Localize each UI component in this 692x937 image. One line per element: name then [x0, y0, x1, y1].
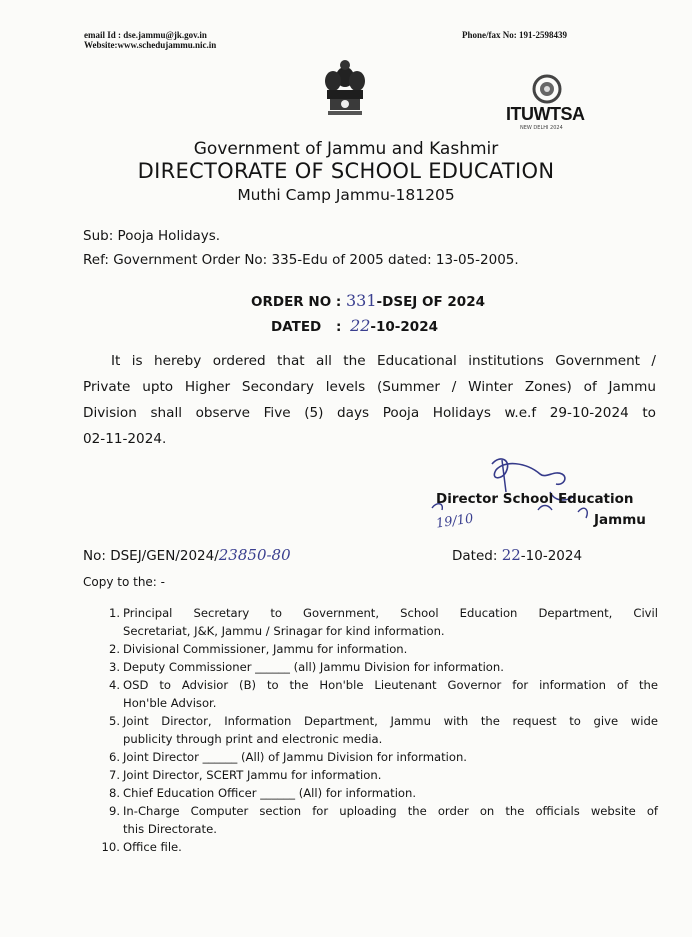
government-title: Government of Jammu and Kashmir — [193, 139, 499, 159]
list-item-text: Joint Director, Information Department, Jammu with the request to give wide — [123, 714, 658, 728]
email-text: email Id : dse.jammu@jk.gov.in — [84, 30, 207, 40]
endorsement-prefix: No: DSEJ/GEN/2024/ — [83, 548, 219, 564]
ituwtsa-logo-text: ITUWTSA — [506, 104, 585, 124]
reference-line: Ref: Government Order No: 335-Edu of 2005 dated: 13-05-2005. — [83, 252, 519, 268]
list-item-text: this Directorate. — [123, 822, 217, 836]
list-item-number: 9. — [108, 804, 120, 818]
order-number-handwritten: 331 — [345, 291, 377, 310]
order-date-rest: -10-2024 — [370, 319, 438, 335]
order-body-line: Division shall observe Five (5) days Pooja Holidays w.e.f 29-10-2024 to — [83, 405, 656, 421]
list-item-number: 1. — [108, 606, 120, 620]
order-body — [83, 348, 656, 452]
order-dated-colon: : — [335, 319, 342, 335]
list-item-number: 2. — [108, 642, 120, 656]
ituwtsa-logo-icon — [532, 72, 562, 106]
list-item-number: 10. — [101, 840, 120, 854]
order-prefix: ORDER NO : — [251, 294, 342, 310]
endorsement-dated — [452, 546, 582, 564]
list-item-text: Joint Director ______ (All) of Jammu Division for information. — [123, 750, 467, 764]
list-item-number: 3. — [108, 660, 120, 674]
list-item-number: 5. — [108, 714, 120, 728]
order-dated-label: DATED — [271, 319, 322, 335]
list-item-text: Office file. — [123, 840, 182, 854]
endorsement-number-handwritten: 23850-80 — [218, 546, 291, 564]
subject-line: Sub: Pooja Holidays. — [83, 228, 221, 244]
order-suffix: -DSEJ OF 2024 — [376, 294, 485, 310]
state-emblem-icon — [318, 57, 372, 119]
list-item-text: Hon'ble Advisor. — [123, 696, 217, 710]
list-item-number: 7. — [108, 768, 120, 782]
list-item-text: publicity through print and electronic media. — [123, 732, 383, 746]
list-item-text: Divisional Commissioner, Jammu for information. — [123, 642, 408, 656]
endorsement-dated-label: Dated: — [452, 548, 498, 564]
order-body-line: It is hereby ordered that all the Educational institutions Government / — [111, 353, 656, 369]
order-day-handwritten: 22 — [350, 316, 371, 335]
list-item-text: Deputy Commissioner ______ (all) Jammu Division for information. — [123, 660, 504, 674]
list-item-number: 8. — [108, 786, 120, 800]
list-item-text: Chief Education Officer ______ (All) for information. — [123, 786, 417, 800]
endorsement-day-handwritten: 22 — [501, 546, 521, 564]
order-body-line: 02-11-2024. — [83, 431, 167, 447]
copy-list — [100, 604, 660, 864]
phone-text: Phone/fax No: 191-2598439 — [462, 30, 567, 40]
list-item-text: Joint Director, SCERT Jammu for information. — [123, 768, 382, 782]
directorate-title: DIRECTORATE OF SCHOOL EDUCATION — [137, 159, 555, 183]
signature-title: Director School Education — [436, 491, 634, 507]
website-text: Website:www.schedujammu.nic.in — [84, 40, 217, 50]
order-body-line: Private upto Higher Secondary levels (Summer / Winter Zones) of Jammu — [83, 379, 656, 395]
address-title: Muthi Camp Jammu-181205 — [237, 186, 455, 204]
order-number — [251, 291, 485, 310]
endorsement-number — [83, 546, 291, 564]
endorsement-date-rest: -10-2024 — [520, 548, 583, 564]
list-item-text: OSD to Advisior (B) to the Hon'ble Lieutenant Governor for information of the — [123, 678, 658, 692]
list-item-number: 4. — [108, 678, 120, 692]
ituwtsa-logo-subtext: NEW DELHI 2024 — [520, 125, 563, 131]
list-item-text: Principal Secretary to Government, School Education Department, Civil — [123, 606, 658, 620]
copy-to-heading: Copy to the: - — [83, 575, 165, 589]
list-item-text: Secretariat, J&K, Jammu / Srinagar for kind information. — [123, 624, 445, 638]
signature-handwritten-date: 19/10 — [435, 511, 475, 532]
list-item-text: In-Charge Computer section for uploading the order on the officials website of — [123, 804, 658, 818]
signature-place: Jammu — [594, 512, 646, 528]
list-item-number: 6. — [108, 750, 120, 764]
order-dated — [271, 316, 438, 335]
